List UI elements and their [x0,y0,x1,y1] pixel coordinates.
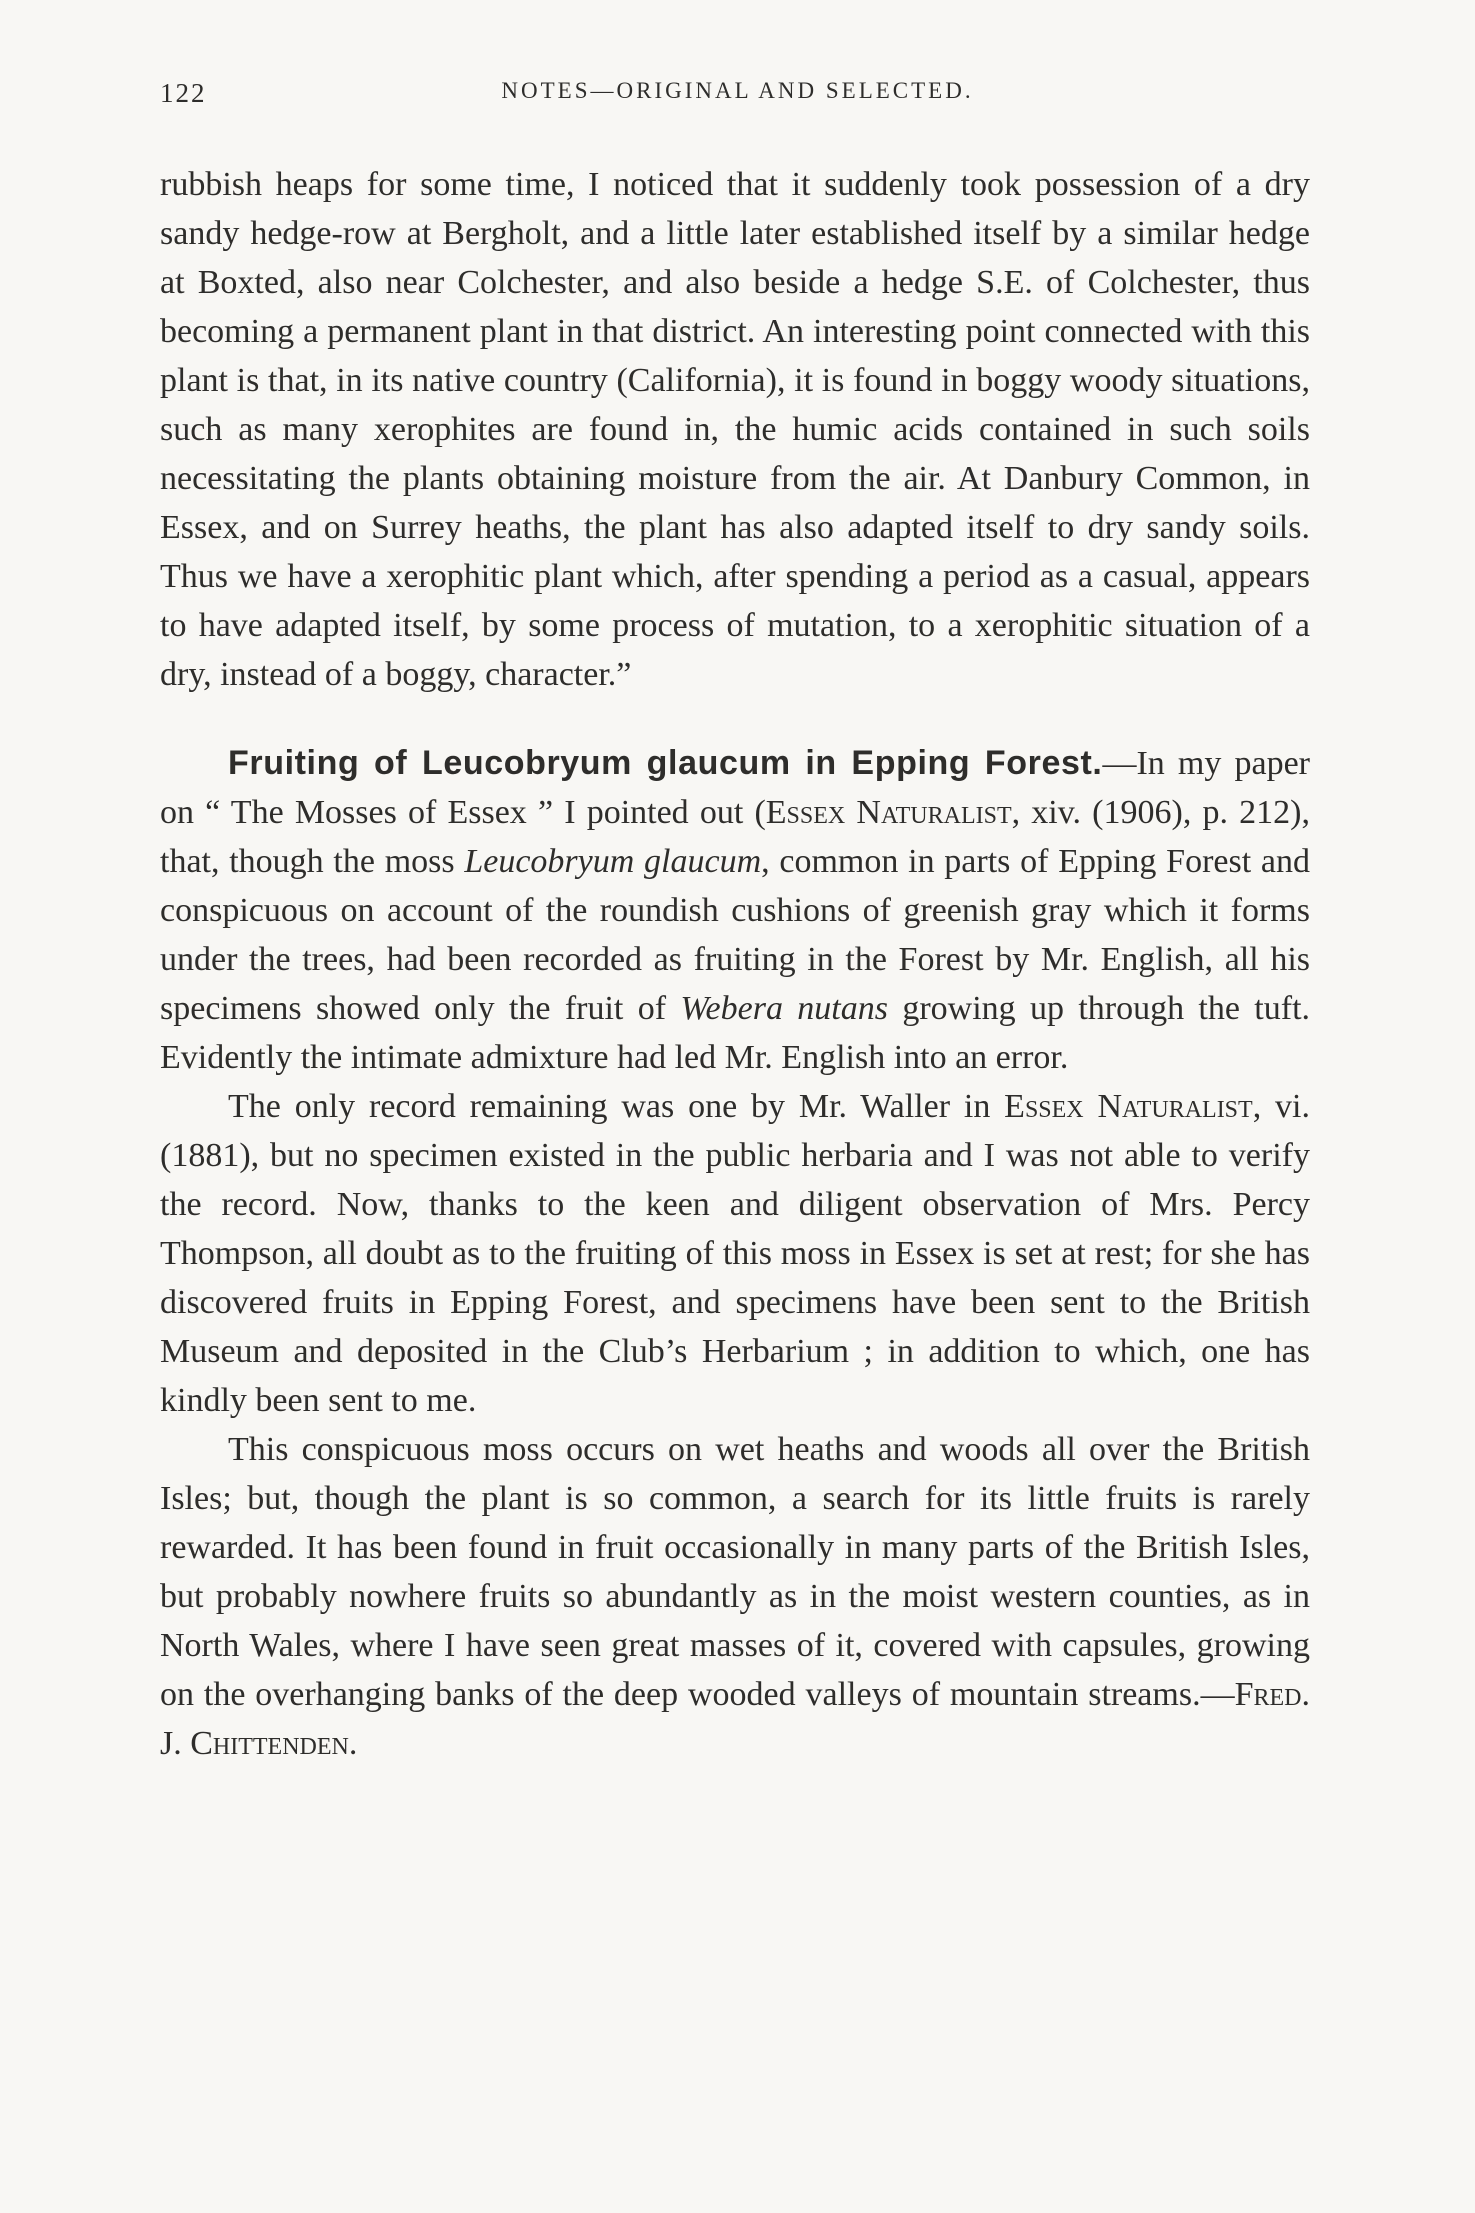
article-body [160,160,1310,1768]
page-header [160,78,1315,118]
note-paragraph-1 [160,739,1310,1082]
note-paragraph-3 [160,1425,1310,1768]
text-run: , common in parts of Epping Forest and conspicuous on account of the roundish cushions of greenish gray which it forms under the trees, had been recorded as fruiting in the Forest by Mr. English, all his specimens showed only the fruit of [160,843,1310,1027]
text-run: growing up through the tuft. Evidently the intimate admixture had led Mr. English into an error. [160,990,1311,1076]
species-name: Leucobryum glaucum [464,843,762,880]
text-run: The only record remaining was one by Mr. Waller in [228,1088,1005,1125]
continued-paragraph: rubbish heaps for some time, I noticed that it suddenly took possession of a dry sandy hedge-row at Bergholt, and a little later established itself by a similar hedge at Boxted, also near Colchester, and also beside a hedge S.E. of Colchester, thus becoming a permanent plant in that district. An interesting point connected with this plant is that, in its native country (California), it is found in boggy woody situations, such as many xerophites are found in, the humic acids contained in such soils necessitating the plants obtaining moisture from the air. At Danbury Common, in Essex, and on Surrey heaths, the plant has also adapted itself to dry sandy soils. Thus we have a xerophitic plant which, after spending a period as a casual, appears to have adapted itself, by some process of mutation, to a xerophitic situation of a dry, instead of a boggy, character.” [160,166,1310,693]
page-number: 122 [160,78,207,108]
note-paragraph-2 [160,1082,1310,1425]
note-heading: Fruiting of Leucobryum glaucum in Epping Forest. [228,744,1103,782]
author-signature: Fred. J. Chittenden [160,1676,1310,1762]
species-name: Webera nutans [680,990,888,1027]
journal-title: Essex Naturalist [765,794,1012,831]
running-head: NOTES—ORIGINAL AND SELECTED. [501,78,974,103]
text-run: , vi. (1881), but no specimen existed in the public herbaria and I was not able to verify the record. Now, thanks to the keen and diligent observation of Mrs. Percy Thompson, all doubt as to the fruiting of this moss in Essex is set at rest; for she has discovered fruits in Epping Forest, and specimens have been sent to the British Museum and deposited in the Club’s Herbarium ; in addition to which, one has kindly been sent to me. [160,1088,1310,1419]
text-run: This conspicuous moss occurs on wet heaths and woods all over the British Isles; but, though the plant is so common, a search for its little fruits is rarely rewarded. It has been found in fruit occasionally in many parts of the British Isles, but probably nowhere fruits so abundantly as in the moist western counties, as in North Wales, where I have seen great masses of it, covered with capsules, growing on the overhanging banks of the deep wooded valleys of mountain streams.— [160,1431,1310,1713]
text-run: , xiv. (1906), p. 212), that, though the moss [160,794,1310,880]
text-run: —In my paper on “ The Mosses of Essex ” I pointed out ( [160,745,1310,831]
text-run: . [348,1725,358,1762]
journal-title: Essex Naturalist [1004,1088,1253,1125]
